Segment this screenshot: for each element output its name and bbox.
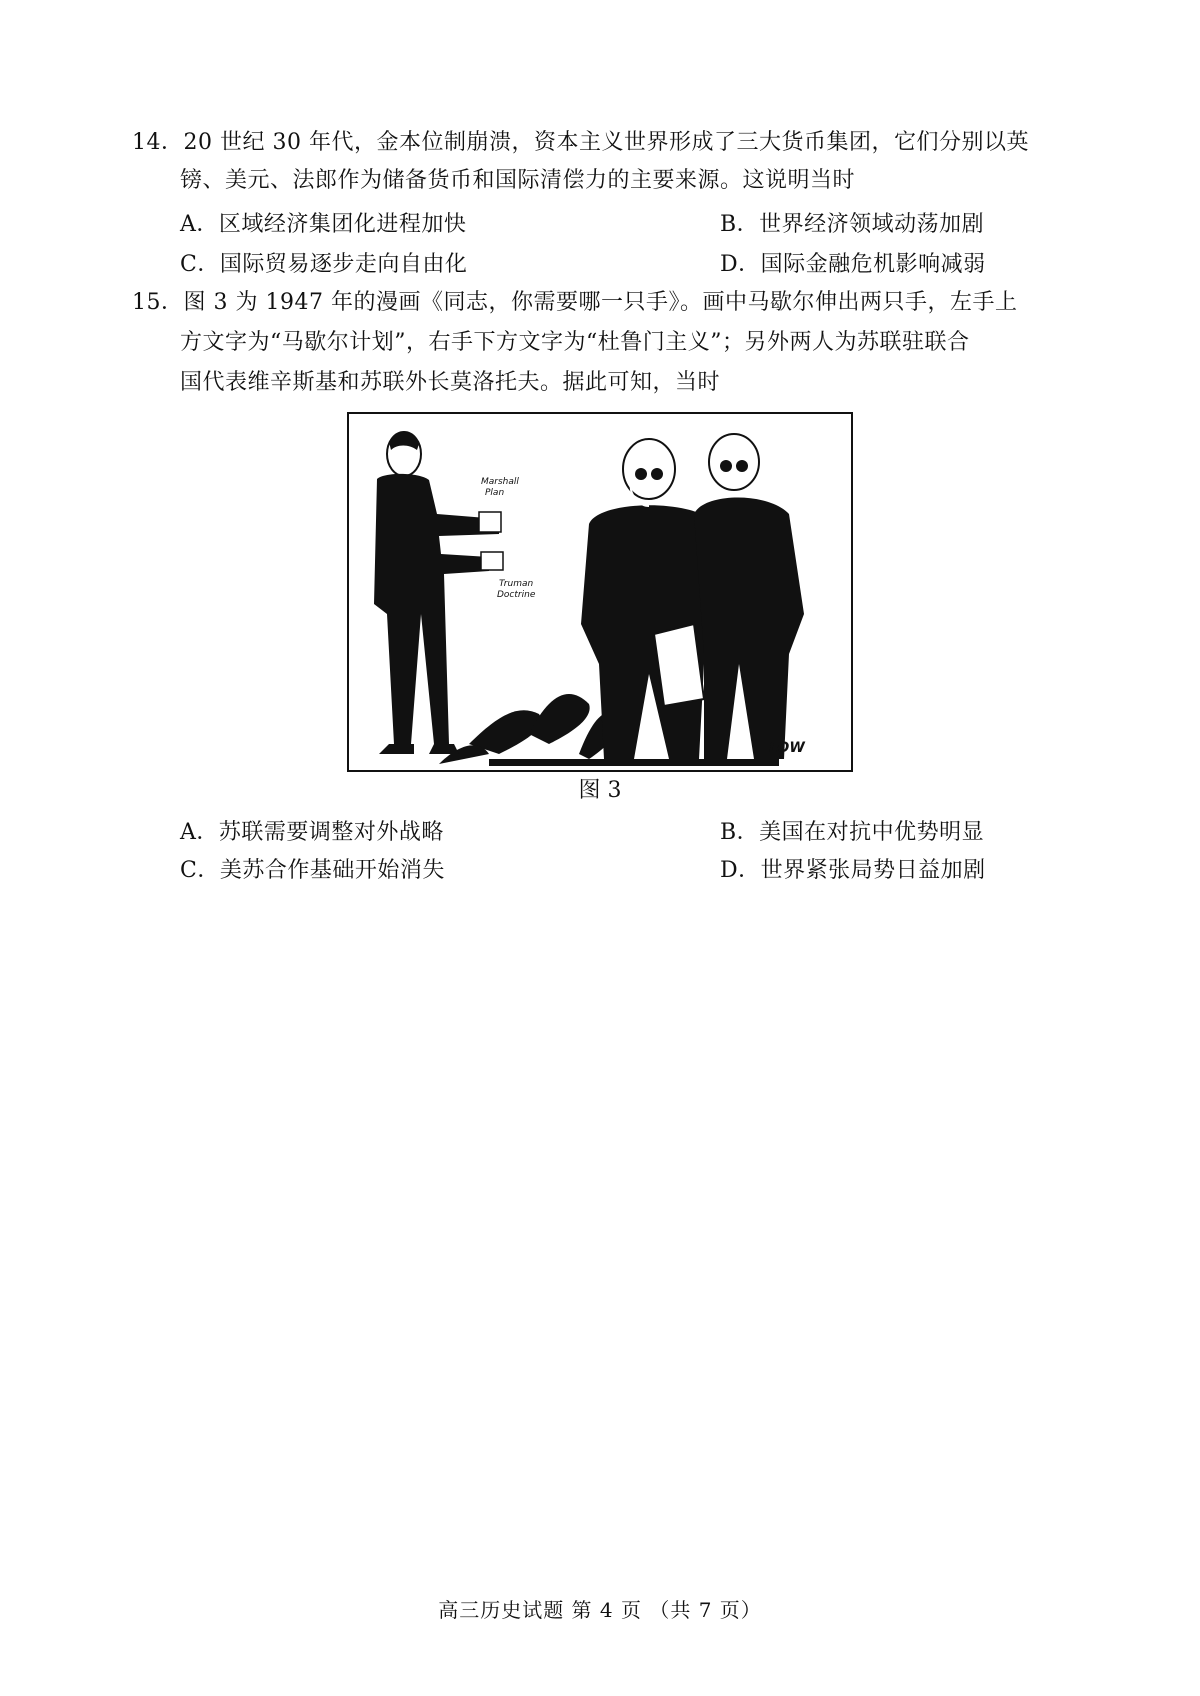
q15-option-a[interactable]: A．苏联需要调整对外战略 — [180, 820, 444, 845]
label-truman-doctrine-2: Doctrine — [497, 590, 536, 600]
q14-stem-line-1 — [132, 128, 1029, 158]
q14-stem-text-1: 20 世纪 30 年代，金本位制崩溃，资本主义世界形成了三大货币集团，它们分别以英 — [183, 130, 1029, 155]
q15-option-c[interactable]: C．美苏合作基础开始消失 — [180, 858, 445, 883]
q14-option-d[interactable]: D．国际金融危机影响减弱 — [720, 252, 986, 277]
page-footer: 高三历史试题 第 4 页 （共 7 页） — [438, 1598, 762, 1622]
q14-option-b[interactable]: B．世界经济领域动荡加剧 — [720, 212, 985, 237]
label-marshall-plan-2: Plan — [485, 488, 505, 498]
q15-stem-text-1: 图 3 为 1947 年的漫画《同志，你需要哪一只手》。画中马歇尔伸出两只手，左手上 — [183, 290, 1018, 315]
q15-option-b[interactable]: B．美国在对抗中优势明显 — [720, 820, 985, 845]
q15-stem-line-1 — [132, 288, 1017, 318]
q14-stem-line-2: 镑、美元、法郎作为储备货币和国际清偿力的主要来源。这说明当时 — [180, 168, 856, 193]
q15-stem-line-3: 国代表维辛斯基和苏联外长莫洛托夫。据此可知，当时 — [180, 370, 721, 395]
q14-number: 14． — [132, 130, 184, 155]
label-marshall-plan-1: Marshall — [481, 477, 519, 487]
q15-option-d[interactable]: D．世界紧张局势日益加剧 — [720, 858, 986, 883]
cartoon-figure — [347, 412, 853, 772]
label-truman-doctrine-1: Truman — [499, 579, 534, 589]
q15-number: 15． — [132, 290, 184, 315]
figure-caption: 图 3 — [578, 778, 622, 803]
document-folder — [654, 624, 704, 706]
q14-option-a[interactable]: A．区域经济集团化进程加快 — [180, 212, 467, 237]
q15-stem-line-2: 方文字为“马歇尔计划”，右手下方文字为“杜鲁门主义”；另外两人为苏联驻联合 — [180, 330, 970, 355]
q14-option-c[interactable]: C．国际贸易逐步走向自由化 — [180, 252, 468, 277]
cartoon-illustration — [349, 414, 851, 770]
artist-signature: LOW — [769, 740, 805, 756]
molotov-figure — [694, 434, 804, 759]
